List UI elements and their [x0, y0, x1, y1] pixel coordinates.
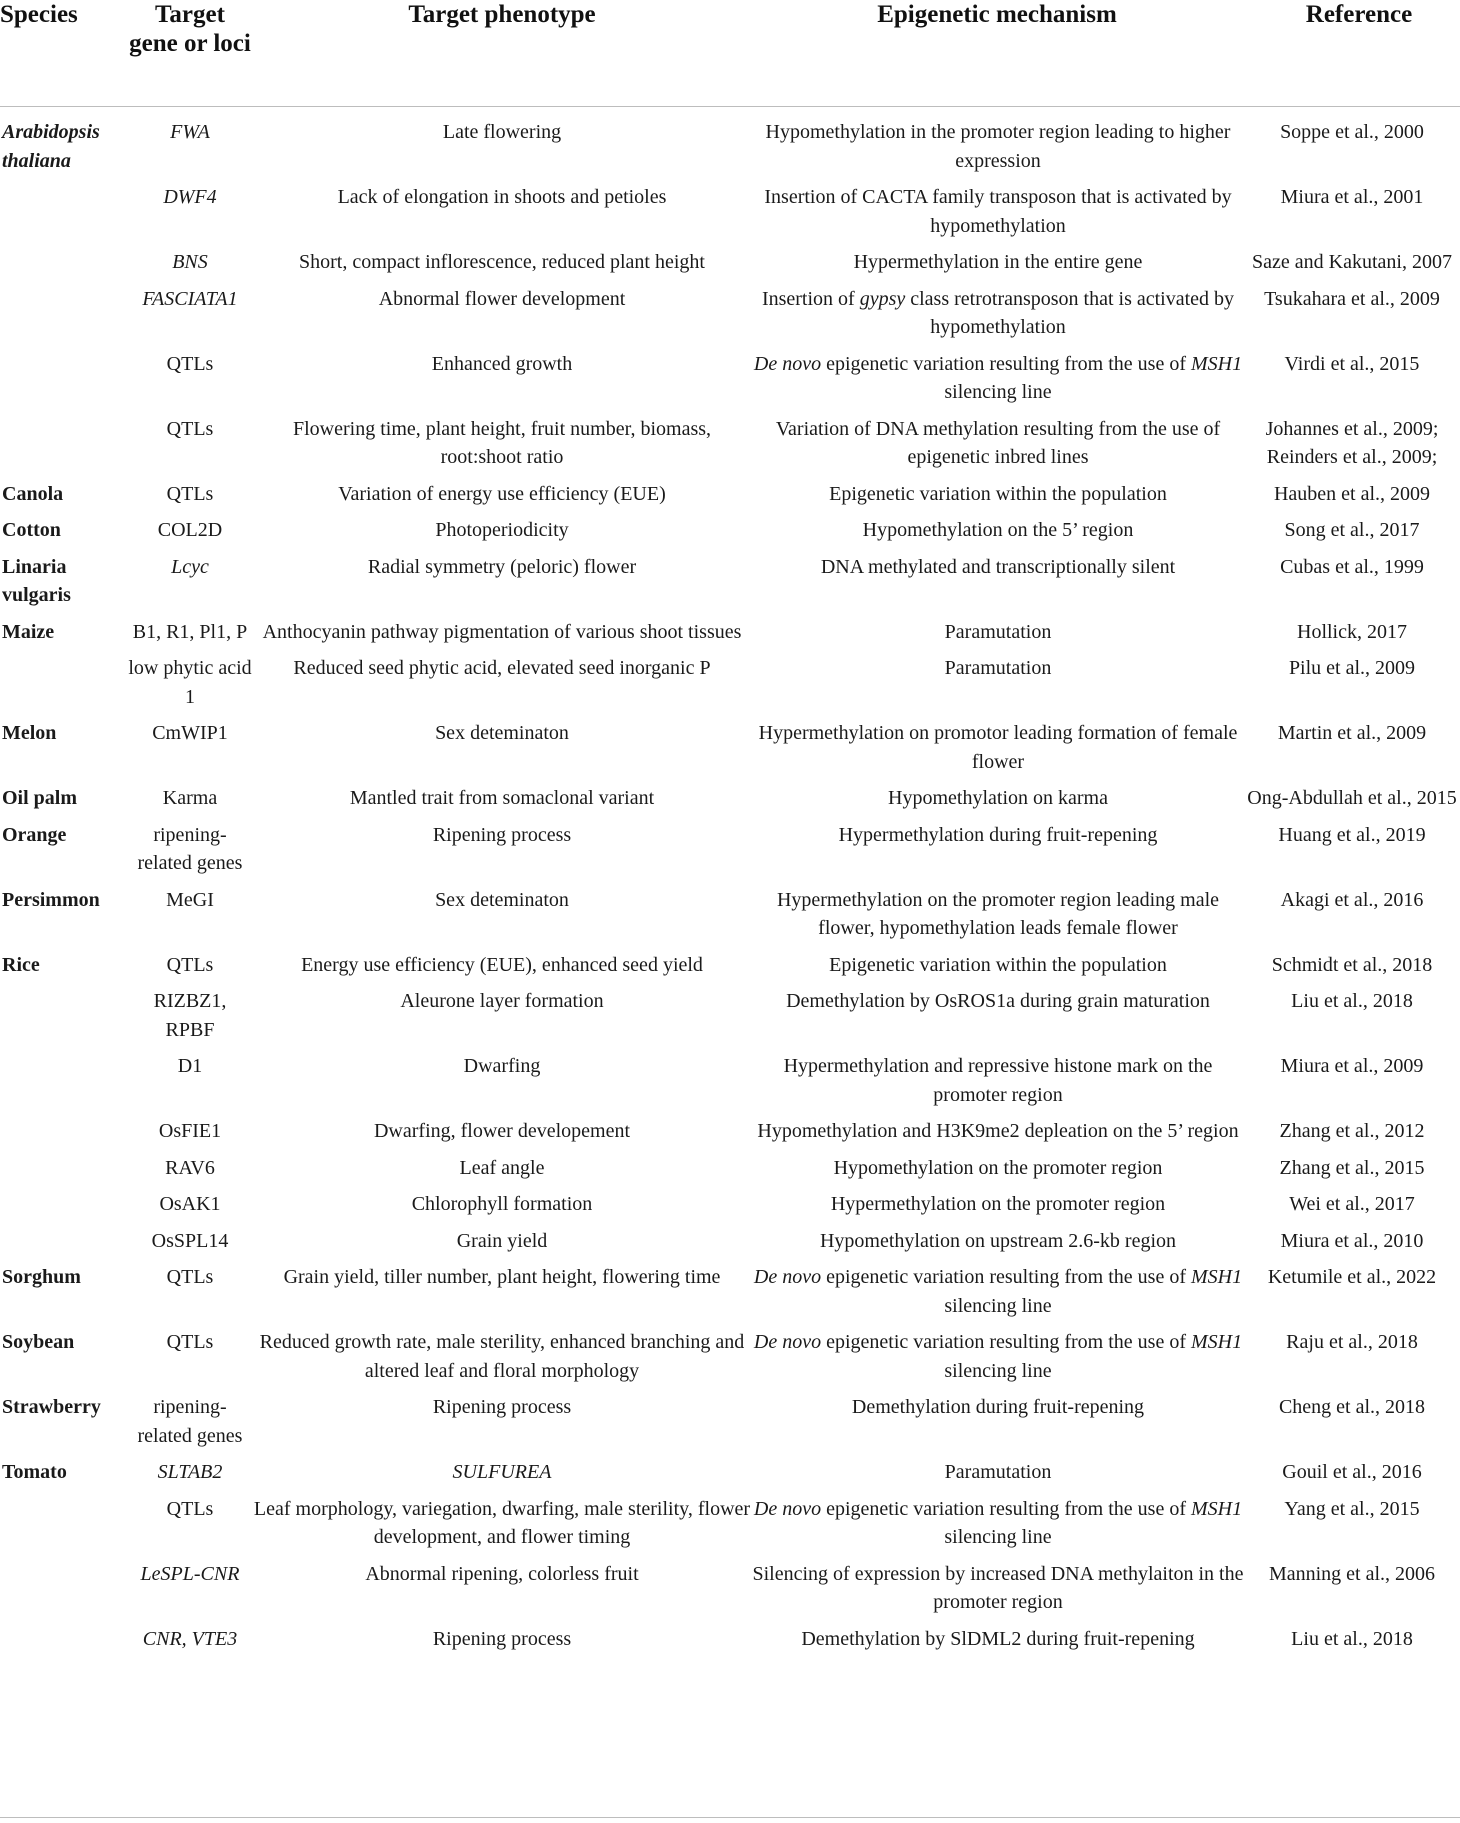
phenotype-cell: Abnormal flower development: [378, 287, 626, 310]
gene-cell: LeSPL-CNR: [140, 1562, 240, 1585]
reference-link[interactable]: Ketumile et al., 2022: [1267, 1266, 1437, 1288]
species-cell: [0, 1560, 128, 1625]
species-cell: [0, 248, 128, 285]
mechanism-italic: De novo: [753, 1331, 822, 1353]
phenotype-cell: Ripening process: [432, 1627, 572, 1650]
species-cell: Linaria vulgaris: [2, 555, 71, 606]
species-cell: Cotton: [2, 519, 61, 541]
mechanism-italic: MSH1: [1190, 1266, 1243, 1288]
mechanism-cell: Demethylation during fruit-repening: [851, 1396, 1145, 1418]
reference-link[interactable]: Ong-Abdullah et al., 2015: [1247, 787, 1457, 809]
species-cell: Persimmon: [2, 888, 100, 911]
mechanism-cell: Epigenetic variation within the population: [829, 482, 1167, 505]
reference-link[interactable]: Miura et al., 2009: [1280, 1055, 1424, 1077]
mechanism-cell: [752, 1328, 1244, 1393]
phenotype-cell: Aleurone layer formation: [400, 990, 604, 1012]
phenotype-cell: Lack of elongation in shoots and petioles: [337, 186, 667, 208]
phenotype-cell: Leaf angle: [459, 1156, 545, 1179]
gene-cell: DWF4: [163, 186, 217, 208]
mechanism-cell: [752, 285, 1244, 350]
table-header: [0, 0, 1460, 107]
table-row: [0, 553, 1460, 618]
reference-cell: [1244, 415, 1460, 480]
mechanism-cell: Hypomethylation on the 5’ region: [862, 519, 1134, 541]
reference-link[interactable]: Yang et al., 2015: [1284, 1497, 1420, 1520]
mechanism-text: class retrotransposon that is activated by hypomethylation: [905, 287, 1235, 338]
mechanism-cell: [752, 1263, 1244, 1328]
species-cell: [0, 987, 128, 1052]
mechanism-cell: Paramutation: [944, 1461, 1052, 1483]
gene-cell: SLTAB2: [157, 1461, 223, 1483]
mechanism-text: epigenetic variation resulting from the use of: [821, 1331, 1191, 1353]
gene-cell: QTLs: [166, 1266, 214, 1288]
reference-link[interactable]: Manning et al., 2006: [1268, 1562, 1436, 1585]
species-cell: [0, 654, 128, 719]
phenotype-cell: Abnormal ripening, colorless fruit: [365, 1562, 639, 1585]
table-row: [0, 1328, 1460, 1393]
header-phenotype: Target phenotype: [408, 1, 596, 28]
gene-cell: OsFIE1: [158, 1120, 222, 1142]
mechanism-cell: Demethylation by OsROS1a during grain maturation: [786, 990, 1210, 1012]
species-cell: [0, 1052, 128, 1117]
reference-link[interactable]: Saze and Kakutani, 2007: [1252, 251, 1452, 273]
reference-link[interactable]: Tsukahara et al., 2009: [1264, 287, 1440, 310]
gene-cell: Karma: [162, 787, 218, 809]
phenotype-cell: Energy use efficiency (EUE), enhanced seed yield: [301, 953, 703, 976]
species-cell: Maize: [2, 620, 55, 643]
table-bottom-rule: [0, 1817, 1460, 1818]
species-cell: [0, 1117, 128, 1154]
table-row: [0, 1560, 1460, 1625]
table-row: [0, 285, 1460, 350]
phenotype-cell: Radial symmetry (peloric) flower: [367, 555, 637, 578]
species-cell: [0, 350, 128, 415]
gene-cell: QTLs: [166, 1331, 214, 1353]
mechanism-italic: MSH1: [1190, 352, 1243, 375]
mechanism-cell: Hypomethylation on the promoter region: [833, 1156, 1163, 1179]
mechanism-italic: De novo: [753, 1497, 822, 1520]
species-cell: [0, 285, 128, 350]
header-gene: Target gene or loci: [129, 1, 251, 57]
mechanism-cell: Hypomethylation and H3K9me2 depleation on the 5’ region: [757, 1120, 1239, 1142]
gene-cell: QTLs: [166, 352, 214, 375]
phenotype-cell: Anthocyanin pathway pigmentation of various shoot tissues: [262, 620, 742, 643]
table-row: [0, 1052, 1460, 1117]
species-cell: Canola: [2, 482, 64, 505]
phenotype-cell: Leaf morphology, variegation, dwarfing, male sterility, flower development, and flower timing: [253, 1497, 751, 1548]
mechanism-text: Insertion of: [761, 287, 860, 310]
reference-link[interactable]: Miura et al., 2001: [1280, 186, 1424, 208]
mechanism-cell: Insertion of CACTA family transposon that is activated by hypomethylation: [764, 186, 1232, 237]
species-cell: [0, 1625, 128, 1662]
table-row: [0, 1190, 1460, 1227]
table-row: [0, 951, 1460, 988]
phenotype-cell: Chlorophyll formation: [411, 1193, 593, 1215]
phenotype-cell: SULFUREA: [452, 1461, 552, 1483]
species-cell: [0, 415, 128, 480]
table-row: [0, 118, 1460, 183]
gene-cell: Lcyc: [171, 555, 209, 578]
mechanism-cell: [752, 350, 1244, 415]
phenotype-cell: Ripening process: [432, 823, 572, 846]
table-row: [0, 1227, 1460, 1264]
reference-link[interactable]: Reinders et al., 2009;: [1266, 446, 1438, 468]
gene-cell: MeGI: [166, 888, 214, 911]
header-species: Species: [0, 1, 78, 28]
reference-link[interactable]: Liu et al., 2018: [1291, 1627, 1413, 1650]
gene-cell: CNR, VTE3: [142, 1627, 238, 1650]
reference-link[interactable]: Schmidt et al., 2018: [1271, 953, 1433, 976]
gene-cell: QTLs: [166, 417, 214, 440]
mechanism-cell: Silencing of expression by increased DNA methylaiton in the promoter region: [752, 1562, 1244, 1613]
table-row: [0, 1393, 1460, 1458]
species-cell: Tomato: [2, 1461, 67, 1483]
phenotype-cell: Mantled trait from somaclonal variant: [349, 787, 655, 809]
reference-link[interactable]: Zhang et al., 2012: [1279, 1120, 1425, 1142]
mechanism-italic: De novo: [753, 352, 822, 375]
table-row: [0, 480, 1460, 517]
table-row: [0, 719, 1460, 784]
table-row: [0, 987, 1460, 1052]
mechanism-italic: MSH1: [1190, 1497, 1243, 1520]
gene-cell: QTLs: [166, 482, 214, 505]
reference-link[interactable]: Hollick, 2017: [1297, 620, 1407, 643]
mechanism-italic: gypsy: [859, 287, 906, 310]
header-reference: Reference: [1305, 1, 1413, 28]
species-cell: Rice: [2, 953, 40, 976]
reference-link[interactable]: Virdi et al., 2015: [1284, 352, 1420, 375]
gene-cell: B1, R1, Pl1, P: [132, 620, 248, 643]
epigenetic-table: [0, 118, 1460, 1661]
species-cell: Soybean: [2, 1331, 75, 1353]
reference-link[interactable]: Zhang et al., 2015: [1279, 1156, 1425, 1179]
table-row: [0, 1154, 1460, 1191]
mechanism-cell: Hypermethylation during fruit-repening: [838, 823, 1158, 846]
species-cell: [0, 1227, 128, 1264]
mechanism-text: epigenetic variation resulting from the use of: [821, 1266, 1191, 1288]
gene-cell: RIZBZ1, RPBF: [153, 990, 227, 1041]
mechanism-cell: Hypomethylation on upstream 2.6-kb region: [819, 1229, 1177, 1252]
table-row: [0, 415, 1460, 480]
mechanism-cell: Paramutation: [944, 620, 1052, 643]
gene-cell: FWA: [170, 121, 210, 143]
mechanism-cell: Demethylation by SlDML2 during fruit-repening: [801, 1627, 1195, 1650]
phenotype-cell: Grain yield, tiller number, plant height, flowering time: [283, 1266, 721, 1288]
species-cell: [0, 1154, 128, 1191]
gene-cell: BNS: [172, 251, 208, 273]
gene-cell: OsSPL14: [151, 1229, 229, 1252]
gene-cell: OsAK1: [159, 1193, 221, 1215]
mechanism-cell: Hypermethylation in the entire gene: [853, 251, 1143, 273]
phenotype-cell: Grain yield: [456, 1229, 548, 1252]
reference-link[interactable]: Gouil et al., 2016: [1282, 1461, 1422, 1483]
mechanism-cell: Hypermethylation and repressive histone mark on the promoter region: [783, 1055, 1213, 1106]
mechanism-cell: Variation of DNA methylation resulting from the use of epigenetic inbred lines: [775, 417, 1221, 468]
reference-link[interactable]: Song et al., 2017: [1284, 519, 1420, 541]
phenotype-cell: Short, compact inflorescence, reduced plant height: [299, 251, 705, 273]
species-cell: [0, 1190, 128, 1227]
phenotype-cell: Flowering time, plant height, fruit number, biomass, root:shoot ratio: [292, 417, 712, 468]
mechanism-cell: DNA methylated and transcriptionally silent: [820, 555, 1176, 578]
table-row: [0, 618, 1460, 655]
table-row: [0, 516, 1460, 553]
phenotype-cell: Dwarfing: [463, 1055, 541, 1077]
mechanism-text: epigenetic variation resulting from the use of: [821, 352, 1191, 375]
gene-cell: QTLs: [166, 953, 214, 976]
table-row: [0, 821, 1460, 886]
table-row: [0, 886, 1460, 951]
mechanism-cell: Epigenetic variation within the population: [829, 953, 1167, 976]
mechanism-cell: Hypomethylation on karma: [888, 787, 1108, 809]
species-cell: [0, 183, 128, 248]
mechanism-cell: [752, 1495, 1244, 1560]
species-cell: [0, 1495, 128, 1560]
gene-cell: ripening-related genes: [137, 1396, 243, 1447]
gene-cell: QTLs: [166, 1497, 214, 1520]
table-row: [0, 248, 1460, 285]
species-cell: Melon: [2, 722, 57, 744]
table-row: [0, 784, 1460, 821]
gene-cell: FASCIATA1: [142, 287, 238, 310]
header-mechanism: Epigenetic mechanism: [877, 1, 1117, 28]
phenotype-cell: Photoperiodicity: [435, 519, 569, 541]
reference-link[interactable]: Cubas et al., 1999: [1280, 555, 1424, 578]
mechanism-text: silencing line: [944, 381, 1052, 403]
mechanism-italic: De novo: [753, 1266, 822, 1288]
mechanism-cell: Hypermethylation on the promoter region: [830, 1193, 1166, 1215]
reference-link[interactable]: Cheng et al., 2018: [1278, 1396, 1426, 1418]
table-row: [0, 350, 1460, 415]
phenotype-cell: Enhanced growth: [431, 352, 573, 375]
species-cell: Sorghum: [2, 1266, 81, 1288]
reference-link[interactable]: Martin et al., 2009: [1277, 722, 1427, 744]
species-cell: Arabidopsis thaliana: [2, 121, 100, 172]
reference-link[interactable]: Hauben et al., 2009: [1273, 482, 1431, 505]
reference-link[interactable]: Raju et al., 2018: [1286, 1331, 1418, 1353]
phenotype-cell: Reduced seed phytic acid, elevated seed inorganic P: [293, 657, 711, 679]
reference-link[interactable]: Liu et al., 2018: [1291, 990, 1413, 1012]
reference-link[interactable]: Huang et al., 2019: [1278, 823, 1426, 846]
species-cell: Oil palm: [2, 787, 78, 809]
mechanism-cell: Hypermethylation on the promoter region leading male flower, hypomethylation leads female flower: [776, 888, 1220, 939]
mechanism-cell: Hypomethylation in the promoter region leading to higher expression: [765, 121, 1231, 172]
gene-cell: COL2D: [157, 519, 223, 541]
mechanism-text: epigenetic variation resulting from the use of: [821, 1497, 1191, 1520]
phenotype-cell: Late flowering: [442, 121, 562, 143]
gene-cell: D1: [177, 1055, 203, 1077]
phenotype-cell: Variation of energy use efficiency (EUE): [338, 482, 666, 505]
gene-cell: ripening-related genes: [137, 823, 243, 874]
mechanism-text: silencing line: [944, 1294, 1052, 1317]
table-row: [0, 654, 1460, 719]
phenotype-cell: Sex deteminaton: [435, 722, 569, 744]
gene-cell: RAV6: [165, 1156, 215, 1179]
reference-link[interactable]: Pilu et al., 2009: [1288, 657, 1416, 679]
reference-link[interactable]: Akagi et al., 2016: [1280, 888, 1424, 911]
phenotype-cell: Reduced growth rate, male sterility, enhanced branching and altered leaf and floral morphology: [259, 1331, 745, 1382]
mechanism-cell: Paramutation: [944, 657, 1052, 679]
table-row: [0, 1263, 1460, 1328]
mechanism-italic: MSH1: [1190, 1331, 1243, 1353]
species-cell: Strawberry: [2, 1396, 101, 1418]
table-row: [0, 183, 1460, 248]
reference-link[interactable]: Soppe et al., 2000: [1280, 121, 1424, 143]
gene-cell: low phytic acid 1: [128, 657, 252, 708]
reference-link[interactable]: Johannes et al., 2009;: [1265, 417, 1439, 440]
mechanism-cell: Hypermethylation on promotor leading formation of female flower: [758, 722, 1238, 773]
reference-link[interactable]: Miura et al., 2010: [1280, 1229, 1424, 1252]
table-row: [0, 1117, 1460, 1154]
mechanism-text: silencing line: [944, 1526, 1052, 1548]
mechanism-text: silencing line: [944, 1359, 1052, 1382]
gene-cell: CmWIP1: [152, 722, 228, 744]
table-row: [0, 1495, 1460, 1560]
reference-link[interactable]: Wei et al., 2017: [1289, 1193, 1415, 1215]
table-row: [0, 1625, 1460, 1662]
species-cell: Orange: [2, 823, 67, 846]
table-row: [0, 1458, 1460, 1495]
phenotype-cell: Sex deteminaton: [435, 888, 569, 911]
phenotype-cell: Ripening process: [432, 1396, 572, 1418]
phenotype-cell: Dwarfing, flower developement: [373, 1120, 630, 1142]
